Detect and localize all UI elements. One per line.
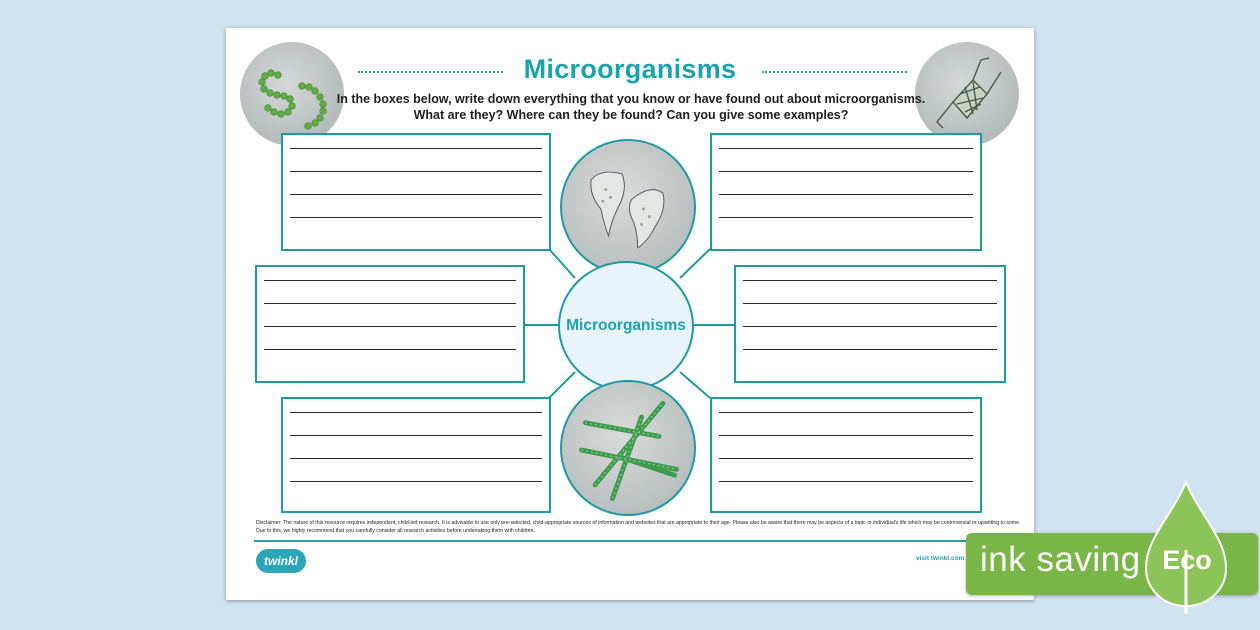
visit-link[interactable]: visit twinkl.com xyxy=(916,555,965,562)
writing-line xyxy=(290,458,542,459)
footer-divider xyxy=(254,540,1018,542)
writing-line xyxy=(719,171,973,172)
writing-line xyxy=(719,412,973,413)
writing-line xyxy=(264,326,516,327)
instructions-line-2: What are they? Where can they be found? Can you give some examples? xyxy=(413,108,849,122)
filament-algae-image xyxy=(560,380,696,516)
writing-line xyxy=(743,280,997,281)
writing-line xyxy=(743,349,997,350)
twinkl-logo[interactable]: twinkl xyxy=(256,549,306,573)
writing-line xyxy=(290,217,542,218)
writing-box-bottom-right[interactable] xyxy=(710,397,982,513)
writing-line xyxy=(264,303,516,304)
writing-line xyxy=(743,303,997,304)
writing-line xyxy=(290,171,542,172)
writing-line xyxy=(719,217,973,218)
writing-box-middle-right[interactable] xyxy=(734,265,1006,383)
page-title: Microorganisms xyxy=(523,54,737,84)
writing-line xyxy=(290,435,542,436)
writing-line xyxy=(264,280,516,281)
writing-line xyxy=(719,481,973,482)
writing-line xyxy=(264,349,516,350)
eco-label: Eco xyxy=(1162,545,1212,575)
writing-box-bottom-left[interactable] xyxy=(281,397,551,513)
writing-line xyxy=(743,326,997,327)
writing-line xyxy=(290,148,542,149)
central-topic-bubble: Microorganisms xyxy=(558,261,694,391)
rotifer-image xyxy=(560,139,696,275)
writing-line xyxy=(719,148,973,149)
writing-box-top-left[interactable] xyxy=(281,133,551,251)
writing-line xyxy=(290,194,542,195)
writing-line xyxy=(719,435,973,436)
writing-box-top-right[interactable] xyxy=(710,133,982,251)
writing-line xyxy=(290,481,542,482)
disclaimer-text: Disclaimer: The nature of this resource requires independent, child-led research. It is advisable to use only pre-selected, child-appropriate sources of information and websites that are appropriate to their age. Please also be aware that there may be aspects of a topic or individual's life which may be controversial or upsetting to some. Due to this, we highly recommend that you carefully consider all research activities before undertaking them with children. xyxy=(256,520,1021,534)
writing-line xyxy=(290,412,542,413)
writing-box-middle-left[interactable] xyxy=(255,265,525,383)
instructions-line-1: In the boxes below, write down everything that you know or have found out about microorganisms. xyxy=(336,92,926,106)
writing-line xyxy=(719,458,973,459)
ink-saving-label: ink saving xyxy=(980,540,1141,579)
writing-line xyxy=(719,194,973,195)
